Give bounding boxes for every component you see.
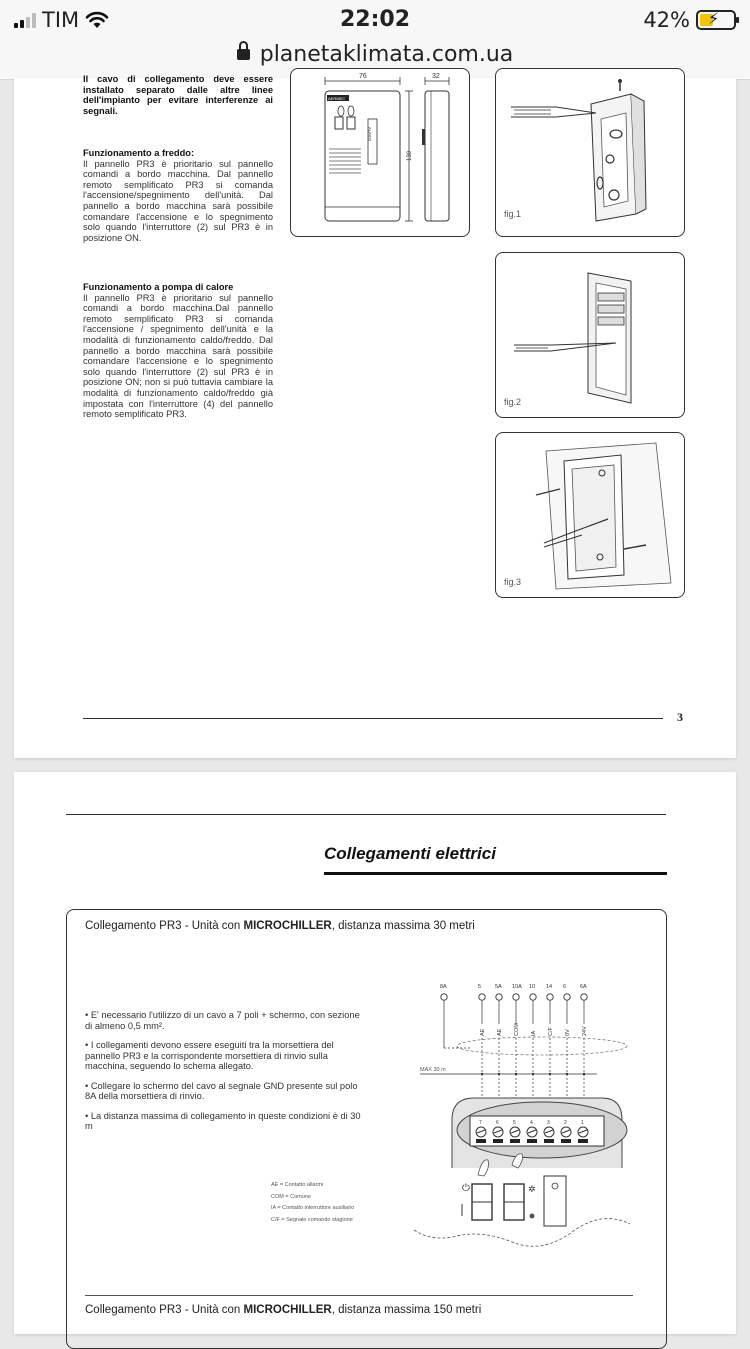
intro-paragraph: Il cavo di collegamento deve essere installato separato dalle altre linee dell'impianto per evitare interferenze ai segnali. xyxy=(83,74,273,116)
terminal-node xyxy=(547,994,553,1000)
led-icon xyxy=(530,1214,535,1219)
panel-divider xyxy=(85,1295,633,1296)
terminal-label: 10A xyxy=(512,984,522,990)
page-footer-rule xyxy=(83,718,663,719)
dimension-height: 130 xyxy=(407,150,413,161)
terminal-number: 2 xyxy=(564,1120,567,1126)
legend-item: IA = Contatto interruttore ausiliario xyxy=(271,1205,355,1211)
terminal-number: 5 xyxy=(513,1120,516,1126)
figure-3 xyxy=(495,432,685,598)
fig1-label: fig.1 xyxy=(504,209,522,219)
terminal-number: 6 xyxy=(496,1120,499,1126)
legend-item: C/F = Segnale comando stagione xyxy=(271,1216,353,1223)
heatpump-heading: Funzionamento a pompa di calore xyxy=(83,282,234,292)
battery-icon xyxy=(696,10,736,30)
fig2-label: fig.2 xyxy=(504,397,522,407)
wire-label: IA xyxy=(531,1030,537,1036)
fig3-label: fig.3 xyxy=(504,577,522,587)
terminal-node xyxy=(479,994,485,1000)
terminal-node xyxy=(581,994,587,1000)
heatpump-section xyxy=(83,282,273,420)
terminal-label: 6 xyxy=(563,984,567,990)
wire-label: AE xyxy=(497,1028,503,1036)
wire-label: 24V xyxy=(582,1026,588,1036)
page-header-rule xyxy=(66,814,666,815)
terminal-label: 5A xyxy=(495,984,502,990)
cooling-text: Il pannello PR3 è prioritario sul pannello comandi a bordo macchina. Dal pannello remoto semplificato PR3 si comanda l'accensione/spegnimento dell'unità. Dal pannello a bordo macchina sarà possibile comandare l'accensione e lo spegnimento solo quando l'interruttore (2) sul PR3 è in posizione ON. xyxy=(83,158,273,243)
fig2-drawing xyxy=(496,253,686,419)
wire-label: COM xyxy=(514,1023,520,1036)
terminal-number: 7 xyxy=(479,1120,482,1126)
heatpump-text: Il pannello PR3 è prioritario sul pannello comandi a bordo macchina.Dal pannello remoto semplificato PR3 si comanda l'accensione / spegnimento dell'unità e la modalità di funzionamento caldo/freddo. Dal pannello a bordo macchina sarà possibile comandare l'accensione e lo spegnimento solo quando l'interruttore (2) sul PR3 è in posizione ON; non si può tuttavia cambiare la modalità di funzionamento caldo/freddo già impostata con l'interruttore (4) del pannello remoto semplificato PR3. xyxy=(83,292,273,420)
max-distance-label: MAX 30 m xyxy=(420,1067,446,1073)
section-title-underline xyxy=(324,872,667,875)
lock-icon xyxy=(237,49,250,60)
terminal-number: 3 xyxy=(547,1120,550,1126)
terminal-label: 14 xyxy=(546,984,553,990)
status-right xyxy=(643,8,736,32)
panel-title: Collegamento PR3 - Unità con MICROCHILLER, distanza massima 30 metri xyxy=(85,920,475,932)
section-title: Collegamenti elettrici xyxy=(324,844,496,863)
terminal-base xyxy=(561,1139,571,1143)
dimension-depth: 32 xyxy=(432,73,440,80)
panel-title-150m: Collegamento PR3 - Unità con MICROCHILLER, distanza massima 150 metri xyxy=(85,1304,482,1316)
instruction-list xyxy=(85,1010,361,1141)
sun-icon: ✲ xyxy=(528,1185,536,1195)
status-bar xyxy=(0,0,750,40)
dimension-width: 76 xyxy=(359,73,367,80)
terminal-label: 6A xyxy=(580,984,587,990)
terminal-base xyxy=(544,1139,554,1143)
wiring-diagram xyxy=(412,980,642,1250)
brand-logo: AERMEC xyxy=(328,96,346,101)
terminal-base xyxy=(476,1139,486,1143)
terminal-label: 5 xyxy=(478,984,482,990)
figure-1 xyxy=(495,68,685,237)
terminal-node xyxy=(513,994,519,1000)
cooling-heading: Funzionamento a freddo: xyxy=(83,148,195,158)
document-page-4 xyxy=(14,772,736,1334)
wire-label: AE xyxy=(480,1028,486,1036)
dimension-drawing xyxy=(291,69,471,238)
terminal-node xyxy=(441,994,447,1000)
power-icon: ⏻ xyxy=(462,1183,470,1194)
wire-label: 0V xyxy=(565,1029,571,1036)
terminal-base xyxy=(510,1139,520,1143)
legend-item: COM = Comune xyxy=(271,1193,311,1200)
instruction-item: • I collegamenti devono essere eseguiti tra la morsettiera del pannello PR3 e la corrispondente morsettiera di rinvio sulla macchina, seguendo lo schema allegato. xyxy=(85,1040,334,1071)
fig3-drawing xyxy=(496,433,686,599)
terminal-node xyxy=(530,994,536,1000)
cooling-section xyxy=(83,148,273,243)
figure-2 xyxy=(495,252,685,418)
alarm-label: ALARM xyxy=(367,127,373,141)
instruction-item: • Collegare lo schermo del cavo al segnale GND presente sul polo 8A della morsettiera di rinvio. xyxy=(85,1080,358,1101)
wiring-panel xyxy=(66,909,667,1349)
fig1-drawing xyxy=(496,69,686,238)
battery-percent: 42% xyxy=(643,8,690,32)
charging-bolt-icon: ⚡ xyxy=(708,9,720,28)
abbreviation-legend xyxy=(271,1180,354,1226)
clock: 22:02 xyxy=(339,7,411,32)
terminal-node xyxy=(496,994,502,1000)
terminal-base xyxy=(493,1139,503,1143)
carrier-label: TIM xyxy=(42,8,80,32)
terminal-label: 8A xyxy=(440,984,447,990)
terminal-number: 1 xyxy=(581,1120,584,1126)
instruction-item: • La distanza massima di collegamento in queste condizioni è di 30 m xyxy=(85,1110,361,1131)
dimension-figure xyxy=(290,68,470,237)
terminal-base xyxy=(578,1139,588,1143)
instruction-item: • E' necessario l'utilizzo di un cavo a 7 poli + schermo, con sezione di almeno 0,5 mm². xyxy=(85,1010,360,1031)
document-page-3 xyxy=(14,73,736,758)
page-number: 3 xyxy=(677,710,683,724)
url-domain[interactable]: planetaklimata.com.ua xyxy=(259,42,514,67)
terminal-node xyxy=(564,994,570,1000)
terminal-label: 10 xyxy=(529,984,536,990)
wire-label: C/F xyxy=(548,1027,554,1036)
terminal-number: 4 xyxy=(530,1120,533,1126)
legend-item: AE = Contatto allarmi xyxy=(271,1182,324,1188)
terminal-base xyxy=(527,1139,537,1143)
